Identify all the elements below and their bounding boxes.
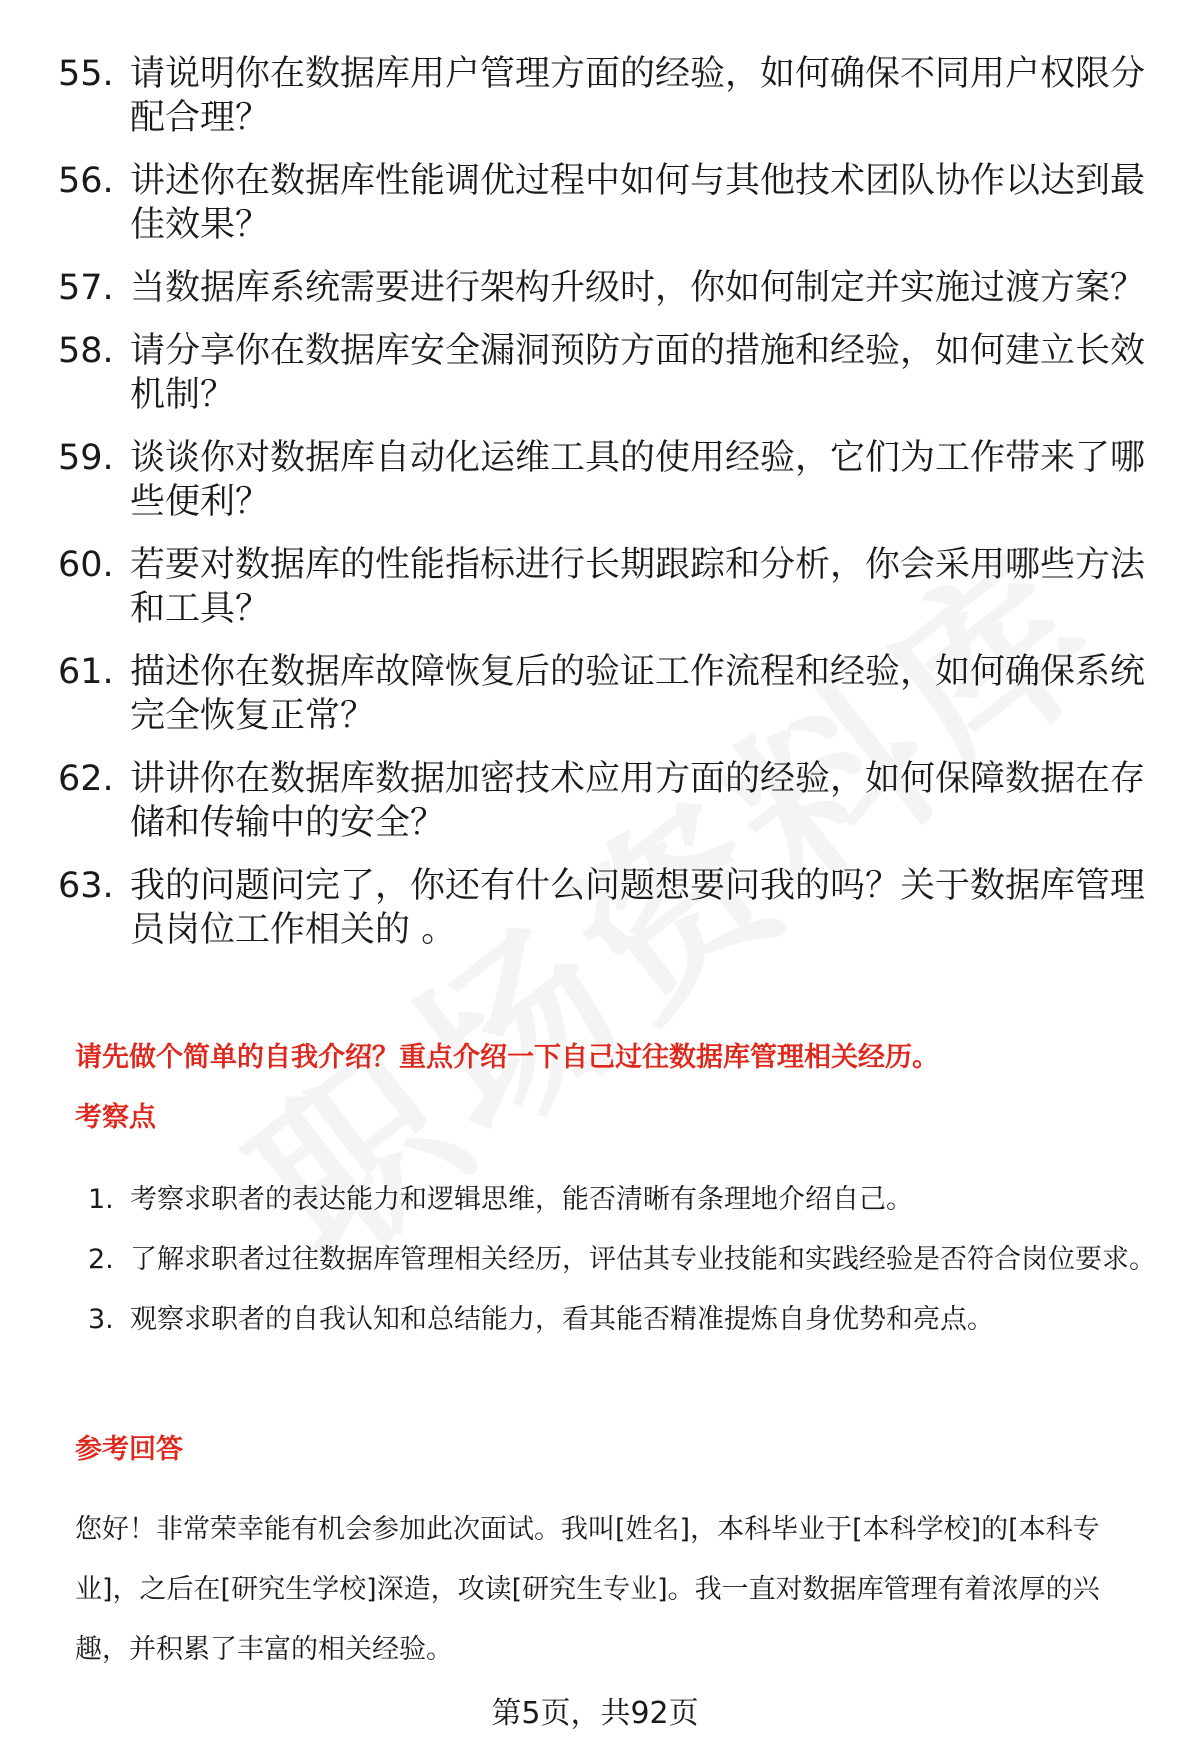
answer-heading: 参考回答: [75, 1434, 183, 1465]
question-number: 55.: [58, 54, 114, 94]
question-text: 讲述你在数据库性能调优过程中如何与其他技术团队协作以达到最佳效果？: [130, 161, 1146, 245]
point-item: [88, 1230, 1158, 1290]
question-text: 当数据库系统需要进行架构升级时，你如何制定并实施过渡方案？: [130, 268, 1146, 308]
question-number: 57.: [58, 268, 114, 308]
question-number: 56.: [58, 161, 114, 201]
question-item: [58, 650, 1148, 738]
point-number: 1.: [88, 1184, 114, 1215]
question-text: 讲讲你在数据库数据加密技术应用方面的经验，如何保障数据在存储和传输中的安全？: [130, 759, 1146, 843]
question-text: 请分享你在数据库安全漏洞预防方面的措施和经验，如何建立长效机制？: [130, 331, 1146, 415]
question-number: 58.: [58, 331, 114, 371]
point-number: 2.: [88, 1244, 114, 1275]
point-text: 观察求职者的自我认知和总结能力，看其能否精准提炼自身优势和亮点。: [130, 1304, 994, 1335]
question-number: 61.: [58, 652, 114, 692]
question-number: 60.: [58, 545, 114, 585]
answer-paragraph: 您好！非常荣幸能有机会参加此次面试。我叫[姓名]，本科毕业于[本科学校]的[本科专业]，之后在[研究生学校]深造，攻读[研究生专业]。我一直对数据库管理有着浓厚的兴趣，并积累了丰富的相关经验。: [75, 1514, 1100, 1665]
question-text: 若要对数据库的性能指标进行长期跟踪和分析，你会采用哪些方法和工具？: [130, 545, 1146, 629]
point-item: [88, 1170, 1158, 1230]
question-text: 描述你在数据库故障恢复后的验证工作流程和经验，如何确保系统完全恢复正常？: [130, 652, 1146, 736]
question-list: [58, 52, 1148, 971]
main-question-heading: 请先做个简单的自我介绍？重点介绍一下自己过往数据库管理相关经历。: [75, 1042, 939, 1073]
question-item: [58, 52, 1148, 140]
question-item: [58, 436, 1148, 524]
question-number: 63.: [58, 866, 114, 906]
points-list: [88, 1170, 1158, 1350]
question-item: [58, 159, 1148, 247]
points-heading: 考察点: [75, 1102, 156, 1133]
point-item: [88, 1290, 1158, 1350]
question-text: 我的问题问完了，你还有什么问题想要问我的吗？关于数据库管理员岗位工作相关的 。: [130, 866, 1146, 950]
question-item: [58, 329, 1148, 417]
question-text: 谈谈你对数据库自动化运维工具的使用经验，它们为工作带来了哪些便利？: [130, 438, 1146, 522]
page-footer: 第5页，共92页: [491, 1696, 699, 1731]
question-item: [58, 757, 1148, 845]
point-number: 3.: [88, 1304, 114, 1335]
question-item: [58, 864, 1148, 952]
question-text: 请说明你在数据库用户管理方面的经验，如何确保不同用户权限分配合理？: [130, 54, 1146, 138]
point-text: 了解求职者过往数据库管理相关经历，评估其专业技能和实践经验是否符合岗位要求。: [130, 1244, 1156, 1275]
question-number: 59.: [58, 438, 114, 478]
question-item: [58, 543, 1148, 631]
question-item: [58, 266, 1148, 310]
point-text: 考察求职者的表达能力和逻辑思维，能否清晰有条理地介绍自己。: [130, 1184, 913, 1215]
question-number: 62.: [58, 759, 114, 799]
